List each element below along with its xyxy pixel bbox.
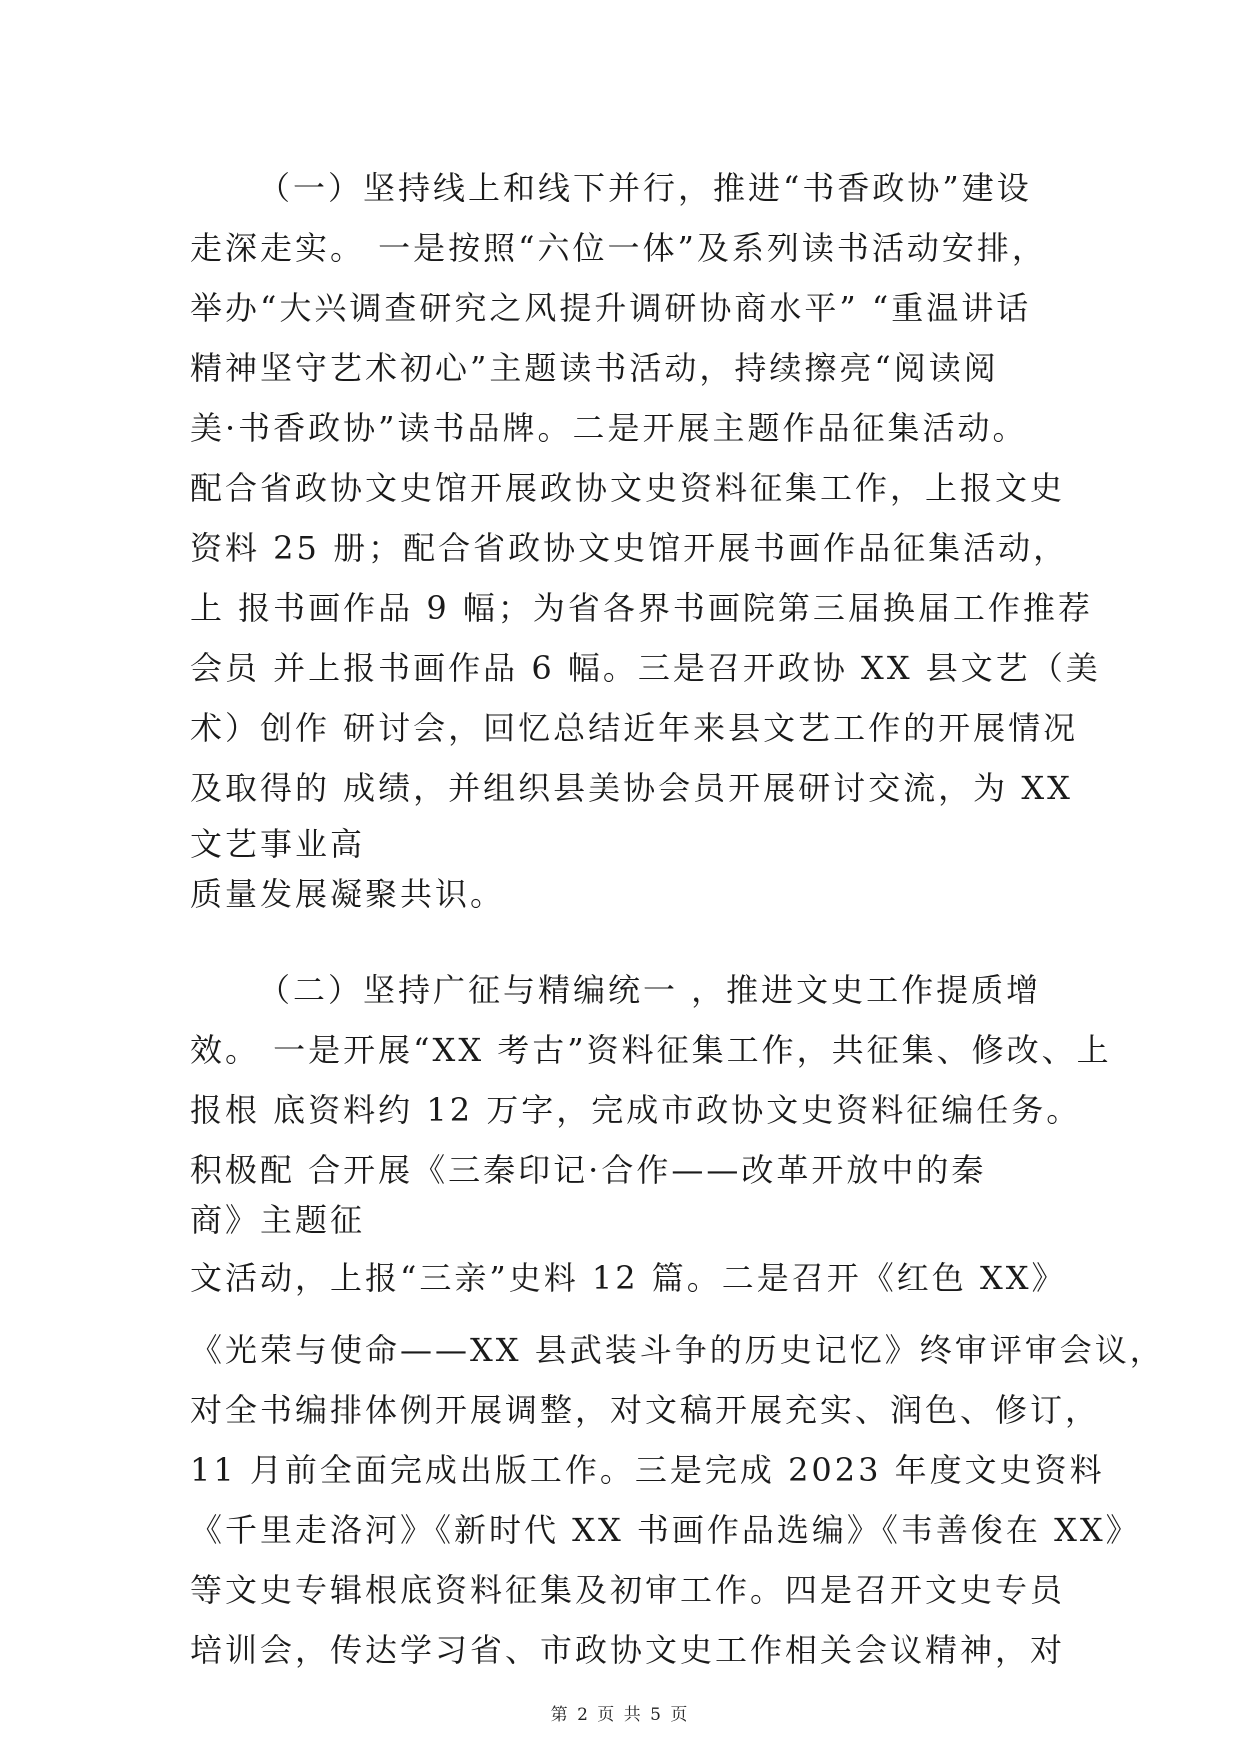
section-2-line: 积极配 合开展《三秦印记·合作——改革开放中的秦 [190, 1151, 987, 1189]
section-2-line: 11 月前全面完成出版工作。三是完成 2023 年度文史资料 [190, 1451, 1105, 1489]
section-1-heading-line: （一）坚持线上和线下并行，推进“书香政协”建设 [258, 169, 1032, 207]
section-1-line: 精神坚守艺术初心”主题读书活动，持续擦亮“阅读阅 [190, 349, 999, 387]
section-2-line: 《光荣与使命——XX 县武装斗争的历史记忆》终审评审会议， [190, 1331, 1165, 1369]
section-1-line: 美·书香政协”读书品牌。二是开展主题作品征集活动。 [190, 409, 1028, 447]
section-1-line: 举办“大兴调查研究之风提升调研协商水平” “重温讲话 [190, 289, 1032, 327]
section-2-line: 等文史专辑根底资料征集及初审工作。四是召开文史专员 [190, 1571, 1066, 1609]
section-1-line: 走深走实。 一是按照“六位一体”及系列读书活动安排， [190, 229, 1047, 267]
section-1-line: 会员 并上报书画作品 6 幅。三是召开政协 XX 县文艺（美 [190, 649, 1101, 687]
section-2-line: 报根 底资料约 12 万字，完成市政协文史资料征编任务。 [190, 1091, 1082, 1129]
section-1-line: 资料 25 册；配合省政协文史馆开展书画作品征集活动， [190, 529, 1069, 567]
section-2-line: 对全书编排体例开展调整，对文稿开展充实、润色、修订， [190, 1391, 1101, 1429]
section-1-line: 文艺事业高 [190, 825, 366, 863]
section-1-line: 质量发展凝聚共识。 [190, 875, 506, 913]
section-2-line: 《千里走洛河》《新时代 XX 书画作品选编》《韦善俊在 XX》 [190, 1511, 1141, 1549]
section-2-line: 文活动，上报“三亲”史料 12 篇。二是召开《红色 XX》 [190, 1259, 1067, 1297]
section-2-line: 效。 一是开展“XX 考古”资料征集工作，共征集、修改、上 [190, 1031, 1112, 1069]
section-1-line: 配合省政协文史馆开展政协文史资料征集工作，上报文史 [190, 469, 1066, 507]
section-1-line: 术）创作 研讨会，回忆总结近年来县文艺工作的开展情况 [190, 709, 1079, 747]
section-2-heading-line: （二）坚持广征与精编统一 ，推进文史工作提质增 [258, 971, 1042, 1009]
section-2-line: 商》主题征 [190, 1201, 366, 1239]
section-1-line: 及取得的 成绩，并组织县美协会员开展研讨交流，为 XX [190, 769, 1073, 807]
section-1-line: 上 报书画作品 9 幅；为省各界书画院第三届换届工作推荐 [190, 589, 1093, 627]
page-number-footer: 第 2 页 共 5 页 [550, 1705, 690, 1725]
section-2-line: 培训会，传达学习省、市政协文史工作相关会议精神，对 [190, 1631, 1066, 1669]
